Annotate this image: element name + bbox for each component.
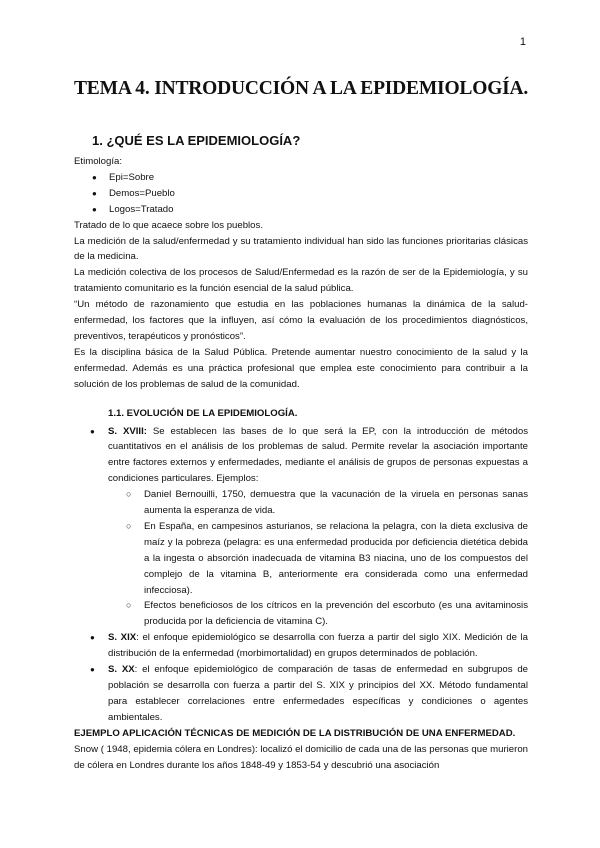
paragraph: Es la disciplina básica de la Salud Pública. Pretende aumentar nuestro conocimiento de la salud y la enfermedad. Además es una práctica profesional que emplea este conocimiento para contribuir a la solución de los problemas de salud de la comunidad.	[74, 346, 528, 390]
item-text: Se establecen las bases de lo que será la EP, con la introducción de métodos cuantitativos en el análisis de los problemas de salud. Permite revelar la asociación importante entre factores externos y enfermedades, mediante el análisis de grupos de personas expuestas a condiciones particulares. Ejemplos:	[108, 425, 528, 485]
example-text: Snow ( 1948, epidemia cólera en Londres): localizó el domicilio de cada una de las personas que murieron de cólera en Londres durante los años 1848-49 y 1853-54 y descubrió una asociación	[74, 743, 528, 771]
list-item	[90, 662, 528, 726]
item-text: : el enfoque epidemiológico se desarrolla con fuerza a partir del siglo XIX. Medición de la distribución de la enfermedad (morbimortalidad) en grupos determinados de población.	[108, 632, 528, 660]
document-title: TEMA 4. INTRODUCCIÓN A LA EPIDEMIOLOGÍA.	[74, 78, 529, 99]
paragraph: Tratado de lo que acaece sobre los pueblos.	[74, 219, 263, 231]
page-number: 1	[519, 36, 526, 48]
sub-list-item: ○ Efectos beneficiosos de los cítricos en la prevención del escorbuto (es una avitaminosis producida por la deficiencia de vitamina C).	[126, 598, 528, 630]
section-heading-1: 1. ¿QUÉ ES LA EPIDEMIOLOGÍA?	[92, 133, 301, 148]
item-label: S. XX	[108, 664, 135, 676]
paragraph: “Un método de razonamiento que estudia en las poblaciones humanas la dinámica de la salud-enfermedad, los factores que la influyen, así cómo la evaluación de los procedimientos diagnósticos, preventivos, terapéuticos y pronósticos”.	[74, 299, 528, 342]
list-item	[90, 630, 528, 662]
sub-list-item: ○ Daniel Bernouilli, 1750, demuestra que la vacunación de la viruela en personas sanas aumenta la esperanza de vida.	[126, 487, 528, 519]
list-item: ● Epi=Sobre	[92, 170, 528, 186]
document-body	[74, 154, 528, 773]
list-item: ● Demos=Pueblo	[92, 186, 528, 202]
example-heading: EJEMPLO APLICACIÓN TÉCNICAS DE MEDICIÓN DE LA DISTRIBUCIÓN DE UNA ENFERMEDAD.	[74, 727, 516, 739]
paragraph: La medición colectiva de los procesos de Salud/Enfermedad es la razón de ser de la Epidemiología, y su tratamiento comunitario es la función esencial de la salud pública.	[74, 267, 528, 295]
list-item: ● Logos=Tratado	[92, 202, 528, 218]
item-label: S. XVIII:	[108, 425, 147, 437]
examples-list	[108, 487, 528, 630]
item-text: : el enfoque epidemiológico de comparación de tasas de enfermedad en subgrupos de población se desarrolla con fuerza a partir del S. XIX y principios del XX. Método fundamental para establecer correlaciones entre enfermedades específicas y condiciones o agentes ambientales.	[108, 664, 528, 723]
list-item	[90, 424, 528, 631]
etymology-list	[74, 170, 528, 218]
sub-list-item: ○ En España, en campesinos asturianos, se relaciona la pelagra, con la dieta exclusiva de maíz y la pobreza (pelagra: es una enfermedad producida por deficiencia dietética debida a la ingesta o absorción inadecuada de vitamina B3 niacina, uno de los compuestos del complejo de la vitamina B, anteriormente era considerada como una enfermedad infecciosa).	[126, 519, 528, 599]
section-heading-1-1: 1.1. EVOLUCIÓN DE LA EPIDEMIOLOGÍA.	[108, 407, 298, 419]
item-label: S. XIX	[108, 632, 137, 644]
etymology-label: Etimología:	[74, 156, 122, 167]
evolution-list	[74, 424, 528, 726]
paragraph: La medición de la salud/enfermedad y su tratamiento individual han sido las funciones prioritarias clásicas de la medicina.	[74, 235, 528, 263]
